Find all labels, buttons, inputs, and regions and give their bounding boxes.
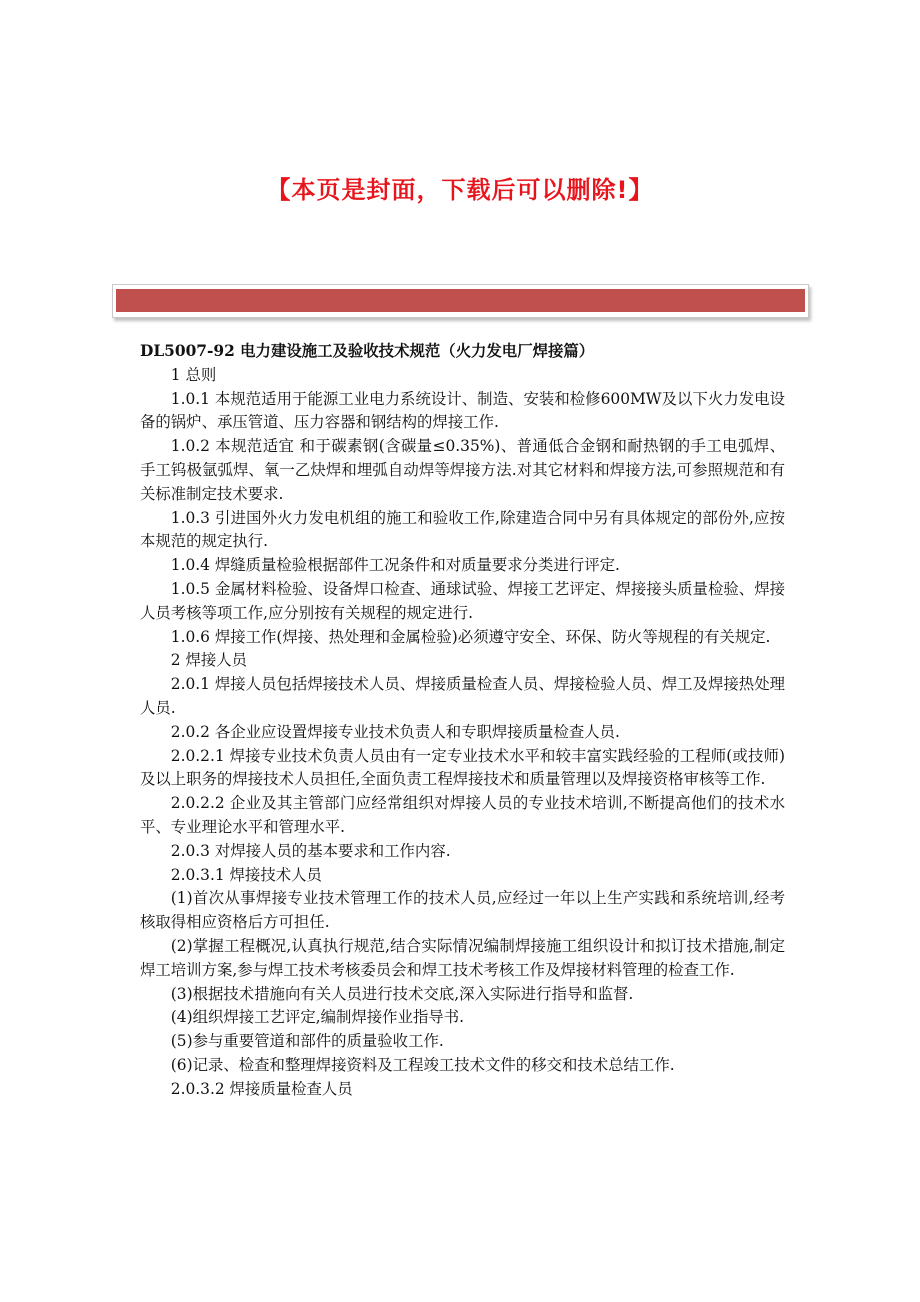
cover-notice: 【本页是封面，下载后可以删除!】 bbox=[266, 176, 654, 204]
paragraph: 1.0.2 本规范适宜 和于碳素钢(含碳量≤0.35%)、普通低合金钢和耐热钢的手工电弧焊、手工钨极氩弧焊、氧一乙炔焊和埋弧自动焊等焊接方法.对其它材料和焊接方法,可参照规范和有关标准制定技术要求. bbox=[140, 437, 785, 503]
list-item: (6)记录、检查和整理焊接资料及工程竣工技术文件的移交和技术总结工作. bbox=[170, 1055, 675, 1074]
paragraph: 2.0.3 对焊接人员的基本要求和工作内容. bbox=[170, 841, 451, 860]
document-body bbox=[140, 340, 785, 1102]
red-band-fill bbox=[116, 289, 805, 312]
paragraph: 2.0.2 各企业应设置焊接专业技术负责人和专职焊接质量检查人员. bbox=[170, 722, 620, 741]
paragraph: 1.0.3 引进国外火力发电机组的施工和验收工作,除建造合同中另有具体规定的部份外,应按本规范的规定执行. bbox=[140, 508, 785, 551]
paragraph: 1.0.4 焊缝质量检验根据部件工况条件和对质量要求分类进行评定. bbox=[170, 556, 620, 575]
paragraph: 1.0.1 本规范适用于能源工业电力系统设计、制造、安装和检修600MW及以下火力发电设备的锅炉、承压管道、压力容器和钢结构的焊接工作. bbox=[140, 389, 785, 432]
paragraph: 1.0.5 金属材料检验、设备焊口检查、通球试验、焊接工艺评定、焊接接头质量检验、焊接人员考核等项工作,应分别按有关规程的规定进行. bbox=[140, 579, 785, 622]
section-heading: 1 总则 bbox=[170, 365, 217, 384]
paragraph: 1.0.6 焊接工作(焊接、热处理和金属检验)必须遵守安全、环保、防火等规程的有关规定. bbox=[170, 627, 771, 646]
list-item: (1)首次从事焊接专业技术管理工作的技术人员,应经过一年以上生产实践和系统培训,经考核取得相应资格后方可担任. bbox=[140, 889, 785, 932]
subsection-heading: 2.0.3.2 焊接质量检查人员 bbox=[170, 1079, 353, 1098]
paragraph: 2.0.2.2 企业及其主管部门应经常组织对焊接人员的专业技术培训,不断提高他们的技术水平、专业理论水平和管理水平. bbox=[140, 794, 785, 836]
subsection-heading: 2.0.3.1 焊接技术人员 bbox=[170, 865, 322, 884]
list-item: (5)参与重要管道和部件的质量验收工作. bbox=[170, 1032, 444, 1051]
paragraph: 2.0.2.1 焊接专业技术负责人员由有一定专业技术水平和较丰富实践经验的工程师(或技师)及以上职务的焊接技术人员担任,全面负责工程焊接技术和质量管理以及焊接资格审核等工作. bbox=[140, 746, 785, 789]
section-heading: 2 焊接人员 bbox=[170, 651, 248, 670]
list-item: (2)掌握工程概况,认真执行规范,结合实际情况编制焊接施工组织设计和拟订技术措施,制定焊工培训方案,参与焊工技术考核委员会和焊工技术考核工作及焊接材料管理的检查工作. bbox=[140, 936, 785, 979]
decorative-red-band bbox=[112, 284, 809, 318]
document-title: DL5007-92 电力建设施工及验收技术规范（火力发电厂焊接篇） bbox=[140, 342, 595, 360]
paragraph: 2.0.1 焊接人员包括焊接技术人员、焊接质量检查人员、焊接检验人员、焊工及焊接热处理人员. bbox=[140, 675, 785, 717]
list-item: (3)根据技术措施向有关人员进行技术交底,深入实际进行指导和监督. bbox=[170, 984, 634, 1003]
list-item: (4)组织焊接工艺评定,编制焊接作业指导书. bbox=[170, 1008, 465, 1027]
